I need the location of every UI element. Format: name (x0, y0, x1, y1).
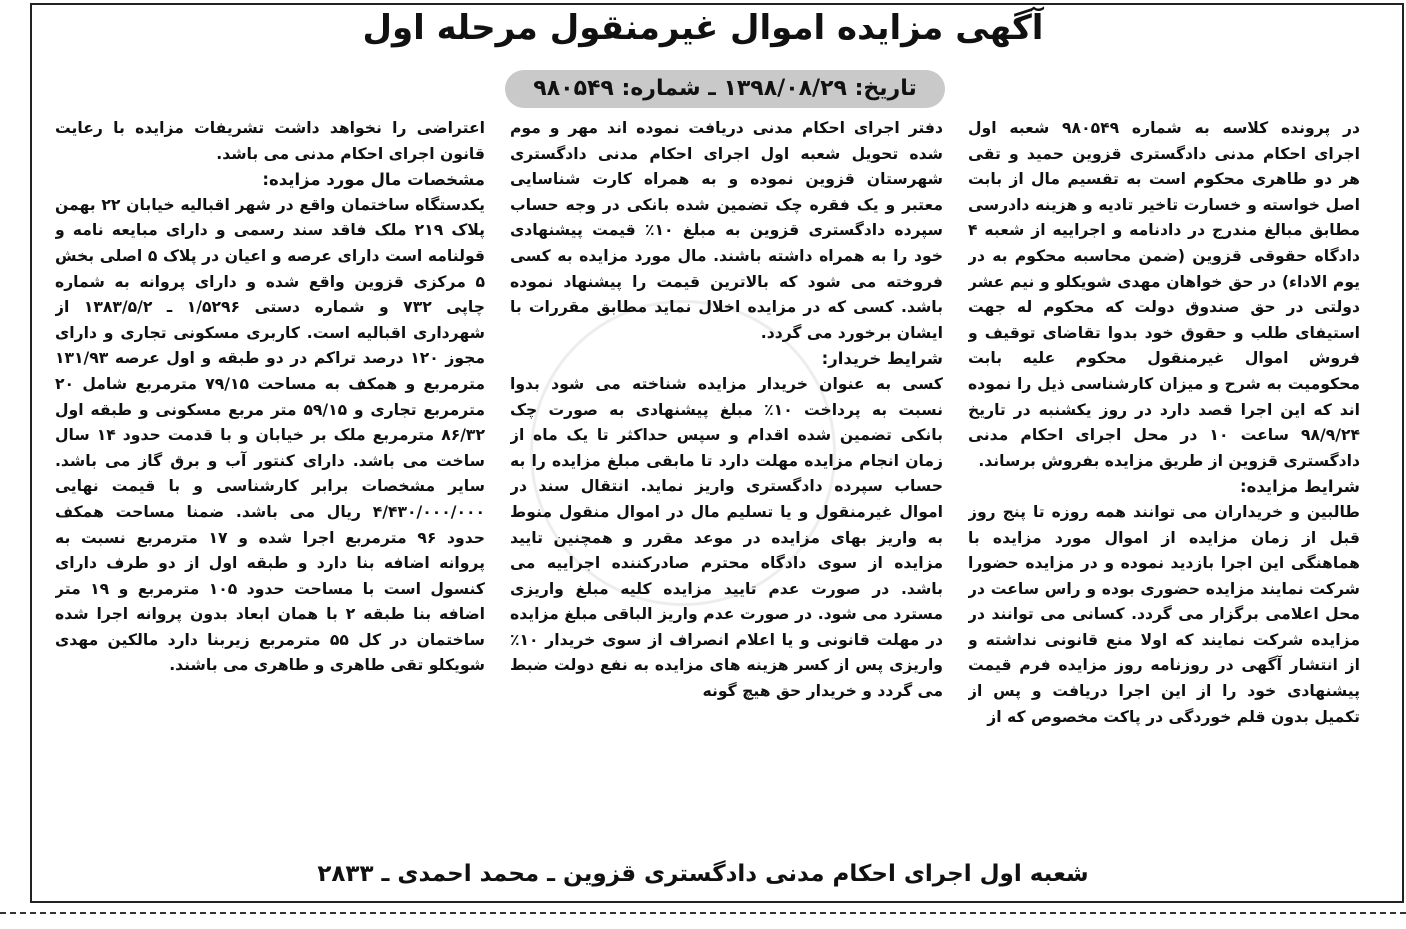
auction-conditions-paragraph: طالبین و خریداران می توانند همه روزه تا پنج روز قبل از زمان مزایده از اموال مورد مزایده با هماهنگی این اجرا بازدید نموده و در مزایده حضورا شرکت نمایند مزایده حضوری بوده و راس ساعت در محل اعلامی برگزار می گردد. کسانی می توانند در مزایده شرکت نمایند که اولا منع قانونی نداشته و از انتشار آگهی در روزنامه روز مزایده فرم قیمت پیشنهادی خود را از این اجرا دریافت و پس از تکمیل بدون قلم خوردگی در پاکت مخصوص که از (968, 502, 1360, 726)
column-right (968, 116, 1360, 851)
buyer-conditions-heading: شرایط خریدار: (821, 349, 943, 369)
cut-line-divider (0, 912, 1406, 914)
auction-conditions-heading: شرایط مزایده: (1240, 477, 1360, 497)
notice-title: آگهی مزایده اموال غیرمنقول مرحله اول (362, 8, 1044, 48)
buyer-conditions-paragraph: کسی به عنوان خریدار مزایده شناخته می شود بدوا نسبت به پرداخت ۱۰٪ مبلغ پیشنهادی به صورت چک بانکی تضمین شده اقدام و سپس حداکثر تا یک ماه از زمان انجام مزایده مهلت دارد تا مابقی مبلغ مزایده را به حساب سپرده دادگستری واریز نماید. انتقال سند در اموال غیرمنقول و یا تسلیم مال در اموال منقول منوط به واریز بهای مزایده در موعد مقرر و همچنین تایید مزایده از سوی دادگاه محترم صادرکننده اجراییه می باشد. در صورت عدم تایید مزایده کلیه مبلغ واریزی مسترد می شود. در صورت عدم واریز الباقی مبلغ مزایده در مهلت قانونی و یا اعلام انصراف از سوی خریدار ۱۰٪ واریزی پس از کسر هزینه های مزایده به نفع دولت ضبط می گردد و خریدار حق هیچ گونه (510, 374, 943, 701)
property-spec-heading: مشخصات مال مورد مزایده: (262, 170, 485, 190)
column-middle (510, 116, 943, 851)
property-spec-paragraph: یکدستگاه ساختمان واقع در شهر اقبالیه خیابان ۲۲ بهمن پلاک ۲۱۹ ملک فاقد سند رسمی و دارای مبایعه نامه و قولنامه است دارای عرصه و اعیان در پلاک ۵ اصلی بخش ۵ مرکزی قزوین واقع شده و دارای پروانه به شماره چاپی ۷۳۲ و شماره دستی ۱/۵۲۹۶ ـ ۱۳۸۳/۵/۲ از شهرداری اقبالیه است. کاربری مسکونی تجاری و دارای مجوز ۱۲۰ درصد تراکم در دو طبقه و اول عرصه ۱۳۱/۹۳ مترمربع و همکف به مساحت ۷۹/۱۵ مترمربع شامل ۲۰ مترمربع تجاری و ۵۹/۱۵ متر مربع مسکونی و طبقه اول ۸۶/۳۲ مترمربع ملک بر خیابان و با قدمت حدود ۱۴ سال ساخت می باشد. دارای کنتور آب و برق گاز می باشد. سایر مشخصات برابر کارشناسی و با قیمت نهایی ۴/۴۳۰/۰۰۰/۰۰۰ ریال می باشد. ضمنا مساحت همکف حدود ۹۶ مترمربع اجرا شده و ۱۷ مترمربع نسبت به پروانه اضافه بنا دارد و طبقه اول از دو طرف دارای کنسول است با مساحت حدود ۱۰۵ مترمربع و ۱۹ متر اضافه بنا طبقه ۲ با همان ابعاد بدون پروانه اجرا شده ساختمان در کل ۵۵ مترمربع زیربنا دارد مالکین مهدی شویکلو تقی طاهری و طاهری می باشند. (55, 195, 485, 675)
continuation-paragraph-left: اعتراضی را نخواهد داشت تشریفات مزایده با رعایت قانون اجرای احکام مدنی می باشد. (55, 119, 485, 163)
date-number-badge: تاریخ: ۱۳۹۸/۰۸/۲۹ ـ شماره: ۹۸۰۵۴۹ (505, 70, 945, 108)
continuation-paragraph: دفتر اجرای احکام مدنی دریافت نموده اند مهر و موم شده تحویل شعبه اول اجرای احکام مدنی دادگستری شهرستان قزوین نموده و به همراه کارت شناسایی معتبر و یک فقره چک تضمین شده بانکی در وجه حساب سپرده دادگستری قزوین به مبلغ ۱۰٪ قیمت پیشنهادی خود را به همراه داشته باشند. مال مورد مزایده به کسی فروخته می شود که بالاترین قیمت را پیشنهاد نموده باشد. کسی که در مزایده اخلال نماید مطابق مقررات با ایشان برخورد می گردد. (510, 119, 943, 342)
notice-footer: شعبه اول اجرای احکام مدنی دادگستری قزوین ـ محمد احمدی ـ ۲۸۳۳ (317, 861, 1089, 887)
intro-paragraph: در پرونده کلاسه به شماره ۹۸۰۵۴۹ شعبه اول اجرای احکام مدنی دادگستری قزوین حمید و تقی هر دو طاهری محکوم است به تقسیم مال از بابت اصل خواسته و خسارت تاخیر تادیه و هزینه دادرسی مطابق مبالغ مندرج در دادنامه و اجراییه از شعبه ۴ دادگاه حقوقی قزوین (ضمن محاسبه محکوم به در یوم الاداء) در حق خواهان مهدی شویکلو و نیم عشر دولتی در حق صندوق دولت که محکوم له جهت استیفای طلب و حقوق خود بدوا تقاضای توقیف و فروش اموال غیرمنقول محکوم علیه بابت محکومیت به شرح و میزان کارشناسی ذیل را نموده اند که این اجرا قصد دارد در روز یکشنبه در تاریخ ۹۸/۹/۲۴ ساعت ۱۰ در محل اجرای احکام مدنی دادگستری قزوین از طریق مزایده بفروش برساند. (968, 119, 1360, 470)
column-left (55, 116, 485, 851)
